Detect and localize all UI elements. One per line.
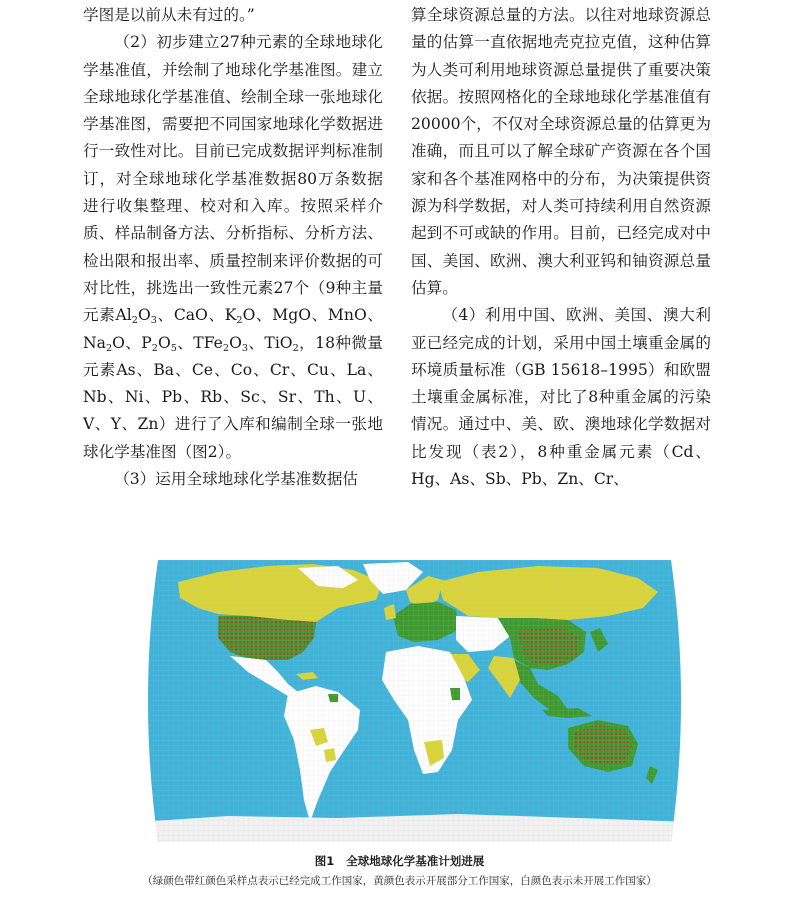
item-2-text: （2）初步建立27种元素的全球地球化学基准值，并绘制了地球化学基准图。建立全球地球化学基准值、绘制全球一张地球化学基准图，需要把不同国家地球化学数据进行一致性对比。目前已完成数据评判标准制订，对全球地球化学基准数据80万条数据进行收集整理、校对和入库。按照采样介质、样品制备方法、分析指标、分析方法、检出限和报出率、质量控制来评价数据的可对比性，挑选出一致性元素27个（9种主量元素 — [83, 33, 383, 325]
figure-title: 全球地球化学基准计划进展 — [346, 854, 485, 868]
major-element-formulas: $Al_2O_3$、CaO、$K_2O$、MgO、MnO、$Na_2O$、$P_2O_5$、$TFe_2O_3$、TiO$_2$ — [83, 306, 383, 354]
figure-label: 图1 — [314, 854, 335, 868]
right-text-column — [411, 2, 711, 493]
paragraph-item-3-continued: 算全球资源总量的方法。以往对地球资源总量的估算一直依据地壳克拉克值，这种估算为人类可利用地球资源总量提供了重要决策依据。按照网格化的全球地球化学基准值有20000个，不仅对全球资源总量的估算更为准确，而且可以了解全球矿产资源在各个国家和各个基准网格中的分布，为决策提供资源为科学数据，对人类可持续利用自然资源起到不可或缺的作用。目前，已经完成对中国、美国、欧洲、澳大利亚钨和铀资源总量估算。 — [411, 6, 711, 297]
world-map-figure — [138, 560, 691, 842]
world-map — [138, 560, 691, 842]
paragraph-continued: 学图是以前从未有过的。” — [83, 6, 255, 24]
left-text-column — [83, 2, 383, 493]
figure-note: （绿颜色带红颜色采样点表示已经完成工作国家，黄颜色表示开展部分工作国家，白颜色表示未开展工作国家） — [142, 875, 657, 887]
paragraph-item-4: （4）利用中国、欧洲、美国、澳大利亚已经完成的计划，采用中国土壤重金属的环境质量标准（GB 15618–1995）和欧盟土壤重金属标准，对比了8种重金属的污染情况。通过中、美、欧、澳地球化学数据对比发现（表2），8种重金属元素（Cd、Hg、As、Sb、Pb、Zn、Cr、 — [411, 306, 711, 489]
paragraph-item-2 — [83, 29, 383, 466]
item-2-tail: ，18种微量元素As、Ba、Ce、Co、Cr、Cu、La、Nb、Ni、Pb、Rb、Sc、Sr、Th、U、V、Y、Zn）进行了入库和编制全球一张地球化学基准图（图2）。 — [83, 333, 383, 461]
map-grid-overlay — [138, 560, 691, 842]
paragraph-item-3: （3）运用全球地球化学基准数据估 — [114, 470, 359, 489]
figure-caption — [0, 853, 799, 869]
